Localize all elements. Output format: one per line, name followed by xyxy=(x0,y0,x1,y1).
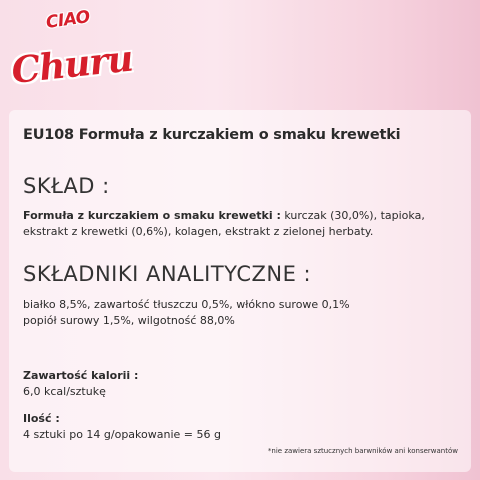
analytical-heading: SKŁADNIKI ANALITYCZNE : xyxy=(23,262,312,286)
product-title: EU108 Formuła z kurczakiem o smaku krewetki xyxy=(23,127,401,143)
analytical-text xyxy=(23,297,463,329)
quantity-value: 4 sztuki po 14 g/opakowanie = 56 g xyxy=(23,428,221,441)
analytical-line-1: białko 8,5%, zawartość tłuszczu 0,5%, włókno surowe 0,1% xyxy=(23,298,350,311)
composition-heading: SKŁAD : xyxy=(23,174,110,198)
analytical-line-2: popiół surowy 1,5%, wilgotność 88,0% xyxy=(23,314,235,327)
quantity-label: Ilość : xyxy=(23,412,60,425)
quantity-block xyxy=(23,411,463,443)
calories-label: Zawartość kalorii : xyxy=(23,369,139,382)
composition-label: Formuła z kurczakiem o smaku krewetki : xyxy=(23,209,281,222)
ciao-logo-text: CIAO xyxy=(44,7,92,33)
composition-text xyxy=(23,208,463,240)
churu-logo xyxy=(9,7,144,100)
calories-value: 6,0 kcal/sztukę xyxy=(23,385,106,398)
composition-ingredients: kurczak (30,0%), tapioka, ekstrakt z krewetki (0,6%), kolagen, ekstrakt z zielonej herbaty. xyxy=(23,209,425,238)
footnote: *nie zawiera sztucznych barwników ani konserwantów xyxy=(267,447,458,455)
calories-block xyxy=(23,368,463,400)
churu-logo-text: Churu xyxy=(9,37,135,92)
